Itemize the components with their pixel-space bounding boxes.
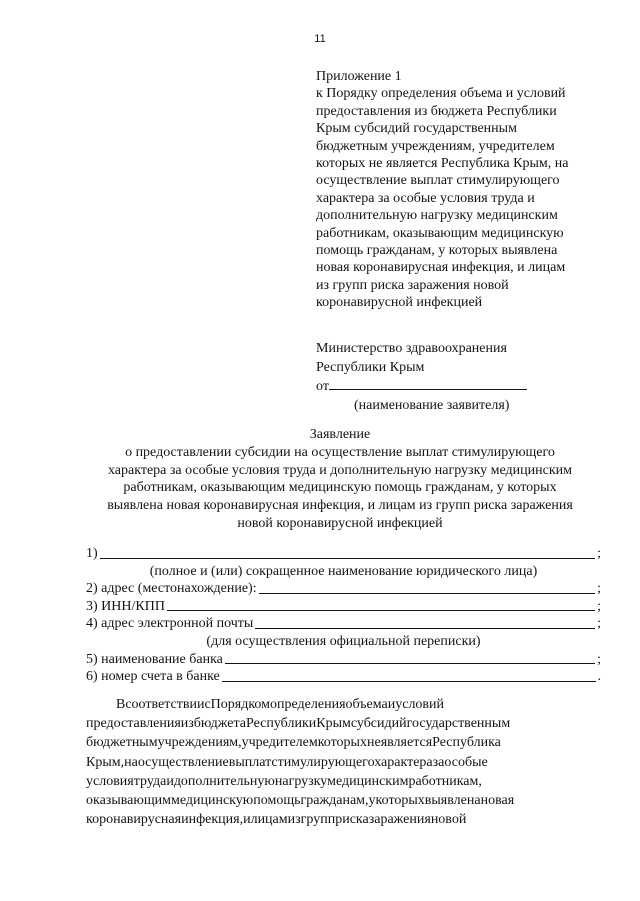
- address-field[interactable]: [259, 593, 596, 594]
- recipient-line: Министерство здравоохранения: [316, 341, 507, 356]
- appendix-line: которых не является Республика Крым, на: [316, 156, 569, 172]
- field-row-legal-name: [86, 545, 601, 563]
- bank-name-field[interactable]: [225, 663, 595, 664]
- recipient-block: [316, 340, 616, 415]
- title-heading: Заявление: [309, 427, 371, 442]
- applicant-fields: [86, 545, 601, 686]
- from-caption: (наименование заявителя): [354, 397, 510, 413]
- field-label: 5) наименование банка: [86, 651, 223, 667]
- field-row-email: [86, 615, 601, 633]
- field-row-bank: [86, 651, 601, 669]
- appendix-line: предоставления из бюджета Республики: [316, 103, 557, 119]
- from-label: от: [316, 379, 329, 395]
- recipient-line: Республики Крым: [316, 359, 425, 375]
- statement-title: [70, 426, 610, 533]
- field-end: ;: [597, 651, 601, 667]
- field-label: 3) ИНН/КПП: [86, 598, 165, 614]
- body-line: Крым,наосуществлениевыплатстимулирующегохарактеразаособые: [86, 754, 488, 770]
- appendix-line: бюджетным учреждениям, учредителем: [316, 138, 555, 154]
- field-caption: (для осуществления официальной переписки): [206, 633, 481, 649]
- body-paragraph: [86, 695, 594, 829]
- legal-name-field[interactable]: [100, 558, 595, 559]
- body-line: условиятрудаидополнительнуюнагрузкумедицинскимработникам,: [86, 773, 482, 789]
- field-row-address: [86, 580, 601, 598]
- field-end: ;: [597, 598, 601, 614]
- field-label: 4) адрес электронной почты: [86, 616, 254, 632]
- field-end: .: [597, 669, 601, 685]
- appendix-line: работникам, оказывающим медицинскую: [316, 225, 564, 241]
- field-row-account: [86, 668, 601, 686]
- field-label: 6) номер счета в банке: [86, 669, 220, 685]
- field-row-inn: [86, 598, 601, 616]
- appendix-line: Приложение 1: [316, 69, 402, 84]
- title-line: характера за особые условия труда и дополнительную нагрузку медицинским: [107, 462, 573, 478]
- bank-account-field[interactable]: [222, 681, 596, 682]
- from-line: [316, 377, 616, 397]
- appendix-line: дополнительную нагрузку медицинским: [316, 208, 558, 224]
- body-line: предоставленияизбюджетаРеспубликиКрымсубсидийгосударственным: [86, 716, 511, 732]
- appendix-line: новая коронавирусная инфекция, и лицам: [316, 260, 566, 276]
- appendix-line: к Порядку определения объема и условий: [316, 86, 566, 102]
- body-line: ВсоответствиисПорядкомопределенияобъемаиусловий: [116, 697, 445, 712]
- email-field[interactable]: [255, 628, 595, 629]
- body-line: оказывающиммедицинскуюпомощьгражданам,укоторыхвыявленановая: [86, 793, 515, 809]
- field-end: ;: [597, 581, 601, 597]
- appendix-line: характера за особые условия труда и: [316, 190, 535, 206]
- applicant-name-field[interactable]: [329, 377, 527, 390]
- body-line: коронавируснаяинфекция,илицамизгрупприсказараженияновой: [86, 812, 467, 828]
- field-end: ;: [597, 616, 601, 632]
- appendix-header: [316, 68, 616, 312]
- inn-kpp-field[interactable]: [167, 610, 595, 611]
- appendix-line: Крым субсидий государственным: [316, 121, 517, 137]
- title-line: о предоставлении субсидии на осуществление выплат стимулирующего: [125, 444, 555, 460]
- field-label: 2) адрес (местонахождение):: [86, 581, 257, 597]
- appendix-line: из групп риска заражения новой: [316, 277, 509, 293]
- title-line: работникам, оказывающим медицинскую помощь гражданам, у которых: [123, 480, 557, 496]
- field-caption: (полное и (или) сокращенное наименование юридического лица): [149, 563, 538, 579]
- body-line: бюджетнымучреждениям,учредителемкоторыхнеявляетсяРеспублика: [86, 735, 501, 751]
- appendix-line: помощь гражданам, у которых выявлена: [316, 243, 558, 259]
- field-end: ;: [597, 546, 601, 561]
- appendix-line: коронавирусной инфекцией: [316, 295, 483, 311]
- field-label: 1): [86, 546, 98, 561]
- page-number: 11: [314, 33, 326, 45]
- appendix-line: осуществление выплат стимулирующего: [316, 173, 560, 189]
- title-line: новой коронавирусной инфекцией: [237, 515, 443, 531]
- title-line: выявлена новая коронавирусная инфекция, и лицам из групп риска заражения: [107, 498, 573, 514]
